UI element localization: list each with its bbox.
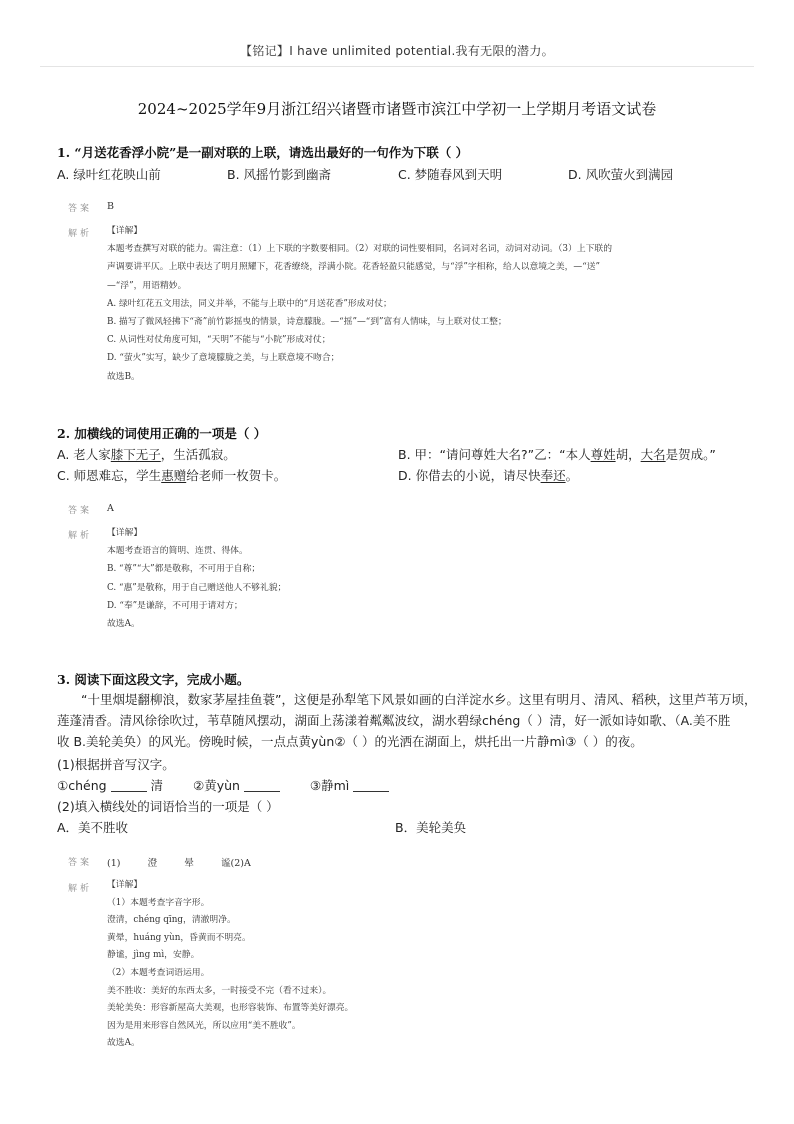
pinyin-item: ①chéng	[57, 778, 107, 793]
q2-option-c	[57, 466, 286, 484]
q1-option-a: A. 绿叶红花映山前	[57, 167, 161, 182]
q3-answer-label: 答案	[68, 858, 93, 868]
explanation-line: （1）本题考查字音字形。	[107, 897, 210, 908]
q1-option-b: B. 风摇竹影到幽斋	[227, 167, 332, 182]
explanation-line: 澄清，chéng qīng，清澈明净。	[107, 915, 236, 926]
explanation-line: D. “奉”是谦辞，不可用于请对方；	[107, 600, 243, 611]
explanation-line: 【详解】	[107, 528, 143, 538]
explanation-line: —“浮”，用语精妙。	[107, 280, 187, 291]
q3-option-a: A．美不胜收	[57, 820, 129, 835]
q3-answer: (1) 澄 晕 谧(2)A	[107, 858, 251, 869]
explanation-line: （2）本题考查词语运用。	[107, 967, 210, 978]
option-text: A. 老人家	[57, 447, 111, 462]
page-motto: 【铭记】I have unlimited potential.我有无限的潜力。	[240, 44, 554, 58]
option-text: 。	[565, 468, 579, 483]
q3-option-b: B．美轮美奂	[395, 820, 467, 835]
q3-sub1-stem: (1)根据拼音写汉字。	[57, 757, 175, 772]
option-text: 胡，	[615, 447, 641, 462]
explanation-line: B. 描写了微风轻拂下“斋”前竹影摇曳的情景，诗意朦胧。—“摇”—“到”富有人情味，与上联对仗工整；	[107, 317, 507, 328]
q2-option-b	[398, 445, 716, 463]
explanation-line: 故选A。	[107, 1038, 140, 1049]
answer-blank[interactable]	[353, 779, 389, 792]
option-text: ，生活孤寂。	[160, 447, 236, 462]
explanation-line: 静谧，jìng mì，安静。	[107, 950, 200, 961]
question-3-stem: 3. 阅读下面这段文字，完成小题。	[57, 672, 250, 687]
option-text: 是贺成。”	[665, 447, 716, 462]
question-2-stem: 2. 加横线的词使用正确的一项是（ ）	[57, 426, 267, 441]
explanation-line: 美不胜收：美好的东西太多，一时接受不完（看不过来）。	[107, 985, 332, 996]
explanation-line: A. 绿叶红花五文用法，同义并举，不能与上联中的“月送花香”形成对仗；	[107, 298, 392, 309]
explanation-line: 故选A。	[107, 619, 140, 630]
explanation-line: 美轮美奂：形容新屋高大美观，也形容装饰、布置等美好漂亮。	[107, 1003, 354, 1014]
answer-blank[interactable]	[111, 779, 147, 792]
option-text: C. 师恩难忘，学生	[57, 468, 162, 483]
q1-answer: B	[107, 201, 114, 212]
underlined-word: 膝下无子	[110, 447, 161, 462]
q2-answer-label: 答案	[68, 506, 93, 516]
underlined-word: 大名	[640, 447, 666, 462]
question-1-stem: 1. “月送花香浮小院”是一副对联的上联，请选出最好的一句作为下联（ ）	[57, 145, 469, 160]
answer-blank[interactable]	[244, 779, 280, 792]
explanation-line: B. “尊”“大”都是敬称，不可用于自称；	[107, 564, 261, 575]
passage-line: 莲蓬清香。清风徐徐吹过，苇草随风摆动，湖面上荡漾着粼粼波纹，湖水碧绿chéng（ ）清，好一派如诗如歌、（A.美不胜	[57, 713, 731, 728]
q2-answer: A	[107, 503, 114, 514]
header-divider	[40, 66, 754, 67]
q1-explanation	[107, 222, 732, 386]
explanation-line: C. “惠”是敬称，用于自己赠送他人不够礼貌；	[107, 582, 287, 593]
page-title: 2024~2025学年9月浙江绍兴诸暨市诸暨市滨江中学初一上学期月考语文试卷	[137, 100, 657, 118]
q3-reading-passage	[57, 689, 757, 752]
q3-sub2-stem: (2)填入横线处的词语恰当的一项是（ ）	[57, 799, 279, 814]
option-text: 给老师一枚贺卡。	[186, 468, 287, 483]
q1-option-c: C. 梦随春风到天明	[398, 167, 503, 182]
explanation-line: 因为是用来形容自然风光，所以应用“美不胜收”。	[107, 1020, 301, 1031]
q2-option-a	[57, 445, 236, 463]
explanation-line: 黄晕，huáng yùn，昏黄而不明亮。	[107, 932, 251, 943]
explanation-line: 本题考查撰写对联的能力。需注意：（1）上下联的字数要相同。（2）对联的词性要相同，名词对名词，动词对动词。（3）上下联的	[107, 244, 613, 255]
underlined-word: 奉还	[540, 468, 566, 483]
pinyin-item: 清	[150, 778, 164, 793]
explanation-line: 故选B。	[107, 371, 140, 382]
explanation-line: 【详解】	[107, 880, 143, 890]
option-text: B. 甲：“请问尊姓大名?”乙：“本人	[398, 447, 591, 462]
q3-analysis-label: 解析	[68, 884, 93, 894]
q2-explanation	[107, 524, 732, 633]
q3-explanation	[107, 877, 732, 1053]
explanation-line: 本题考查语言的简明、连贯、得体。	[107, 546, 248, 557]
q1-analysis-label: 解析	[68, 229, 93, 239]
explanation-line: 【详解】	[107, 226, 143, 236]
q3-pinyin-row	[57, 776, 389, 794]
q2-analysis-label: 解析	[68, 531, 93, 541]
pinyin-item: ②黄yùn	[193, 778, 240, 793]
underlined-word: 惠赠	[161, 468, 187, 483]
passage-line: 收 B.美轮美奂）的风光。傍晚时候，一点点黄yùn②（ ）的光洒在湖面上，烘托出一片静mì③（ ）的夜。	[57, 734, 643, 749]
passage-line: “十里烟堤翻柳浪，数家茅屋挂鱼蓑”，这便是孙犁笔下风景如画的白洋淀水乡。这里有明月、清风、稻秧，这里芦苇万顷，	[81, 692, 757, 707]
explanation-line: C. 从词性对仗角度可知，“天明”不能与“小院”形成对仗；	[107, 335, 331, 346]
explanation-line: D. “萤火”实写，缺少了意境朦胧之美，与上联意境不吻合；	[107, 353, 340, 364]
q2-option-d	[398, 466, 578, 484]
q1-option-d: D. 风吹萤火到满园	[568, 167, 674, 182]
underlined-word: 尊姓	[590, 447, 616, 462]
explanation-line: 声调要讲平仄。上联中表达了明月照耀下，花香缭绕，浮满小院。花香轻盈只能感觉，与“浮”字相称，给人以意境之美，—“送”	[107, 262, 601, 273]
option-text: D. 你借去的小说，请尽快	[398, 468, 541, 483]
pinyin-item: ③静mì	[309, 778, 350, 793]
q1-answer-label: 答案	[68, 204, 93, 214]
